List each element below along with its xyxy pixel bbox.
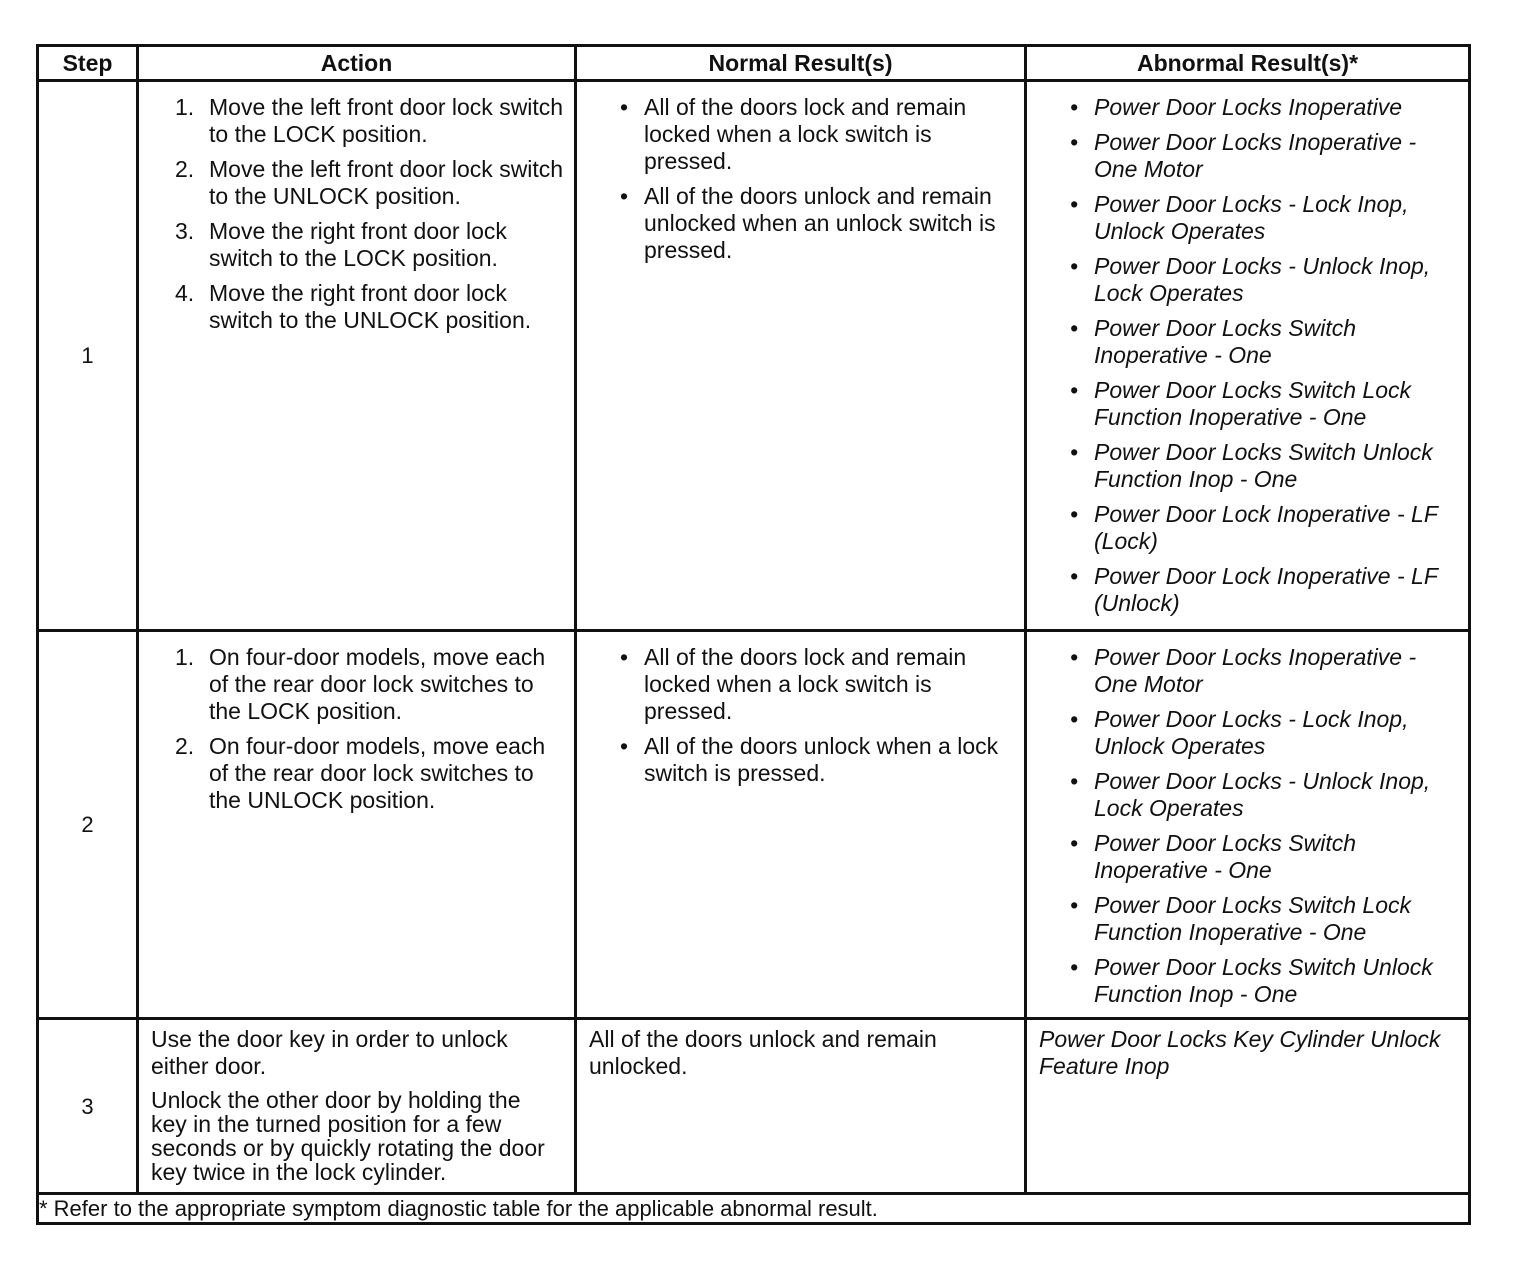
list-item: • Power Door Locks - Lock Inop, Unlock Operates — [1094, 706, 1460, 760]
list-item: • Power Door Locks Switch Inoperative - One — [1094, 315, 1460, 369]
list-item: On four-door models, move each of the rear door lock switches to the LOCK position. — [209, 644, 546, 724]
list-item: Move the right front door lock switch to the LOCK position. — [209, 218, 507, 271]
list-item: Move the right front door lock switch to the UNLOCK position. — [209, 280, 532, 333]
list-item: • Power Door Locks Inoperative - One Motor — [1094, 129, 1460, 183]
list-item: • Power Door Locks Inoperative - One Motor — [1094, 644, 1460, 698]
action-cell — [138, 81, 576, 631]
list-item: • Power Door Locks - Unlock Inop, Lock Operates — [1094, 768, 1460, 822]
list-item: Move the left front door lock switch to the UNLOCK position. — [209, 156, 564, 209]
list-item: • All of the doors unlock and remain unlocked when an unlock switch is pressed. — [644, 183, 1016, 264]
normal-result-cell — [576, 631, 1026, 1019]
diagnostic-table — [36, 44, 1471, 1225]
header-normal-results: Normal Result(s) — [576, 46, 1026, 81]
normal-result-cell — [576, 81, 1026, 631]
list-item: • Power Door Locks Switch Lock Function Inoperative - One — [1094, 892, 1460, 946]
list-item: • Power Door Lock Inoperative - LF (Unlock) — [1094, 563, 1460, 617]
list-item: • Power Door Lock Inoperative - LF (Lock) — [1094, 501, 1460, 555]
action-list — [209, 94, 566, 334]
list-item: • Power Door Locks Switch Inoperative - One — [1094, 830, 1460, 884]
table-row — [38, 1019, 1470, 1194]
abnormal-result-cell — [1026, 1019, 1470, 1194]
action-cell — [138, 631, 576, 1019]
list-item: • Power Door Locks Inoperative — [1094, 94, 1460, 121]
step-number: 2 — [38, 631, 138, 1019]
list-item: • Power Door Locks - Lock Inop, Unlock Operates — [1094, 191, 1460, 245]
abnormal-result-list — [1094, 94, 1460, 617]
table-row — [38, 631, 1470, 1019]
abnormal-result-text: Power Door Locks Key Cylinder Unlock Feature Inop — [1039, 1026, 1441, 1079]
normal-result-list — [644, 644, 1016, 787]
list-item: • Power Door Locks Switch Lock Function Inoperative - One — [1094, 377, 1460, 431]
header-step: Step — [38, 46, 138, 81]
action-paragraph: Unlock the other door by holding the key in the turned position for a few seconds or by quickly rotating the door key twice in the lock cylinder. — [151, 1087, 545, 1185]
abnormal-result-cell — [1026, 631, 1470, 1019]
header-row — [38, 46, 1470, 81]
abnormal-result-list — [1094, 644, 1460, 1008]
list-item: • Power Door Locks Switch Unlock Function Inop - One — [1094, 439, 1460, 493]
header-abnormal-results: Abnormal Result(s)* — [1026, 46, 1470, 81]
footnote: * Refer to the appropriate symptom diagnostic table for the applicable abnormal result. — [38, 1194, 1470, 1224]
normal-result-list — [644, 94, 1016, 264]
list-item: • All of the doors lock and remain locked when a lock switch is pressed. — [644, 644, 1016, 725]
action-list — [209, 644, 566, 814]
action-text — [151, 1026, 562, 1184]
normal-result-text: All of the doors unlock and remain unlocked. — [589, 1026, 937, 1079]
header-action: Action — [138, 46, 576, 81]
list-item: Move the left front door lock switch to the LOCK position. — [209, 94, 564, 147]
abnormal-result-cell — [1026, 81, 1470, 631]
list-item: • Power Door Locks - Unlock Inop, Lock Operates — [1094, 253, 1460, 307]
step-number: 1 — [38, 81, 138, 631]
list-item: • All of the doors unlock when a lock switch is pressed. — [644, 733, 1016, 787]
action-paragraph: Use the door key in order to unlock either door. — [151, 1026, 508, 1079]
list-item: On four-door models, move each of the rear door lock switches to the UNLOCK position. — [209, 733, 546, 813]
table-row — [38, 81, 1470, 631]
step-number: 3 — [38, 1019, 138, 1194]
action-cell — [138, 1019, 576, 1194]
list-item: • All of the doors lock and remain locked when a lock switch is pressed. — [644, 94, 1016, 175]
footnote-row — [38, 1194, 1470, 1224]
normal-result-cell — [576, 1019, 1026, 1194]
list-item: • Power Door Locks Switch Unlock Function Inop - One — [1094, 954, 1460, 1008]
